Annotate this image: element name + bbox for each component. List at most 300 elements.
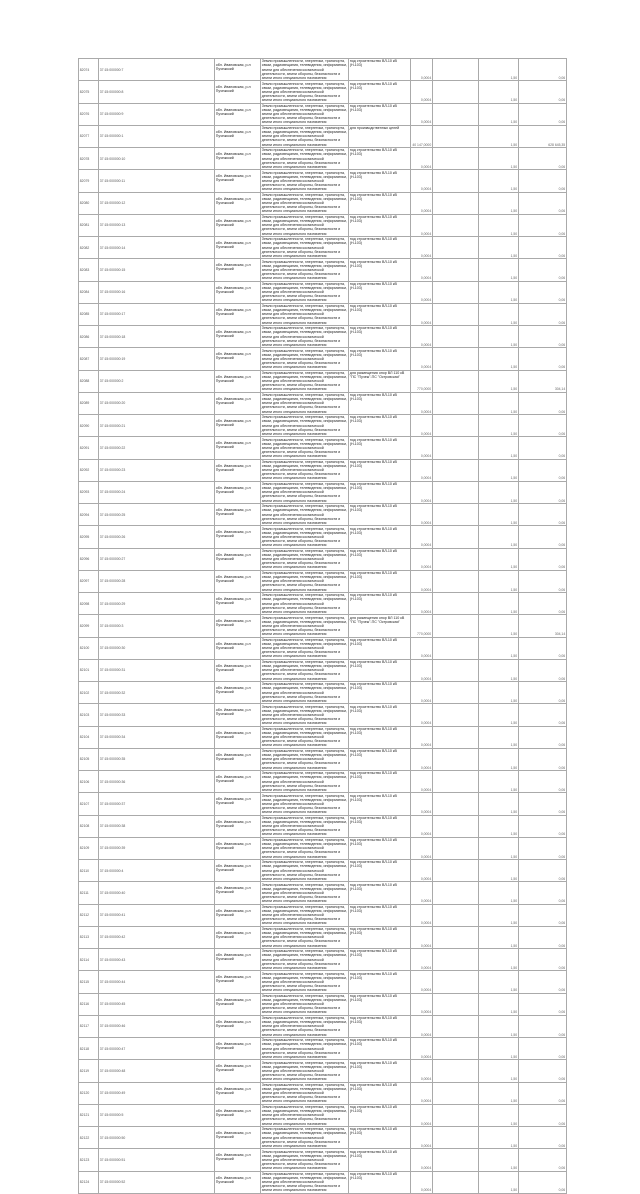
permitted-use-cell: под строительство ВЛ-10 кВ (Н-103) xyxy=(349,348,411,370)
cadastral-number: 37:15:000000:12 xyxy=(99,192,215,214)
permitted-use-cell: под строительство ВЛ-10 кВ (Н-103) xyxy=(349,904,411,926)
empty-cell xyxy=(433,548,479,570)
land-category-cell: Земли промышленности, энергетики, транспорта, связи, радиовещания, телевидения, информатики, земли для обеспечения космической деятельности, земли обороны, безопасности и земли иного специального назначения xyxy=(261,949,348,970)
row-number: 82109 xyxy=(79,837,99,859)
land-category-cell: Земли промышленности, энергетики, транспорта, связи, радиовещания, телевидения, информатики, земли для обеспечения космической деятельности, земли обороны, безопасности и земли иного специального назначения xyxy=(261,904,348,926)
permitted-use-cell: под строительство ВЛ-10 кВ (Н-103) xyxy=(349,993,411,1015)
address-cell: обл. Ивановская, р-н Пучежский xyxy=(215,103,261,125)
sum-cell: 0,06 xyxy=(519,481,567,503)
permitted-use-cell: под строительство ВЛ-10 кВ (Н-103) xyxy=(349,882,411,904)
table-row xyxy=(79,214,567,236)
sum-cell: 0,06 xyxy=(519,1015,567,1037)
empty-cell xyxy=(433,170,479,192)
cadastral-number: 37:15:000000:2 xyxy=(99,370,215,392)
area-cell: 0,0004 xyxy=(411,481,433,503)
sum-cell: 0,06 xyxy=(519,815,567,837)
table-row xyxy=(79,1104,567,1126)
area-cell: 0,0004 xyxy=(411,837,433,859)
sum-cell: 0,06 xyxy=(519,704,567,726)
row-number: 82084 xyxy=(79,281,99,303)
sum-cell: 0,06 xyxy=(519,882,567,904)
permitted-use-cell: под строительство ВЛ-10 кВ (Н-103) xyxy=(349,303,411,325)
row-number: 82076 xyxy=(79,103,99,125)
permitted-use-cell: под строительство ВЛ-10 кВ (Н-103) xyxy=(349,259,411,281)
cadastral-number: 37:15:000000:28 xyxy=(99,570,215,592)
rate-cell: 1,50 xyxy=(479,214,519,236)
permitted-use-cell: под строительство ВЛ-10 кВ (Н-103) xyxy=(349,59,411,81)
rate-cell: 1,50 xyxy=(479,170,519,192)
empty-cell xyxy=(433,370,479,392)
sum-cell: 304,14 xyxy=(519,370,567,392)
empty-cell xyxy=(433,860,479,882)
empty-cell xyxy=(433,125,479,147)
address-cell: обл. Ивановская, р-н Пучежский xyxy=(215,526,261,548)
area-cell: 0,0004 xyxy=(411,1060,433,1082)
table-row xyxy=(79,904,567,926)
land-category-cell: Земли промышленности, энергетики, транспорта, связи, радиовещания, телевидения, информатики, земли для обеспечения космической деятельности, земли обороны, безопасности и земли иного специального назначения xyxy=(261,170,348,192)
rate-cell: 1,50 xyxy=(479,726,519,748)
row-number: 82114 xyxy=(79,949,99,971)
table-row xyxy=(79,570,567,592)
rate-cell: 1,50 xyxy=(479,259,519,281)
table-row xyxy=(79,615,567,637)
rate-cell: 1,50 xyxy=(479,1149,519,1171)
row-number: 82094 xyxy=(79,504,99,526)
area-cell: 0,0004 xyxy=(411,637,433,659)
cadastral-number: 37:15:000000:11 xyxy=(99,170,215,192)
address-cell: обл. Ивановская, р-н Пучежский xyxy=(215,281,261,303)
sum-cell: 0,06 xyxy=(519,771,567,793)
rate-cell: 1,50 xyxy=(479,370,519,392)
rate-cell: 1,50 xyxy=(479,148,519,170)
area-cell: 0,0004 xyxy=(411,348,433,370)
rate-cell: 1,50 xyxy=(479,548,519,570)
empty-cell xyxy=(433,148,479,170)
empty-cell xyxy=(433,593,479,615)
area-cell: 0,0004 xyxy=(411,904,433,926)
empty-cell xyxy=(433,659,479,681)
row-number: 82090 xyxy=(79,415,99,437)
land-category-cell: Земли промышленности, энергетики, транспорта, связи, радиовещания, телевидения, информатики, земли для обеспечения космической деятельности, земли обороны, безопасности и земли иного специального назначения xyxy=(261,504,348,525)
area-cell: 0,0004 xyxy=(411,303,433,325)
empty-cell xyxy=(433,570,479,592)
land-category-cell: Земли промышленности, энергетики, транспорта, связи, радиовещания, телевидения, информатики, земли для обеспечения космической деятельности, земли обороны, безопасности и земли иного специального назначения xyxy=(261,304,348,325)
sum-cell: 0,06 xyxy=(519,726,567,748)
rate-cell: 1,50 xyxy=(479,1060,519,1082)
permitted-use-cell: под строительство ВЛ-10 кВ (Н-103) xyxy=(349,815,411,837)
empty-cell xyxy=(433,348,479,370)
sum-cell: 0,06 xyxy=(519,392,567,414)
table-row xyxy=(79,170,567,192)
rate-cell: 1,50 xyxy=(479,949,519,971)
rate-cell: 1,50 xyxy=(479,303,519,325)
cadastral-number: 37:15:000000:40 xyxy=(99,882,215,904)
empty-cell xyxy=(433,704,479,726)
rate-cell: 1,50 xyxy=(479,593,519,615)
address-cell: обл. Ивановская, р-н Пучежский xyxy=(215,748,261,770)
rate-cell: 1,50 xyxy=(479,615,519,637)
permitted-use-cell: под строительство ВЛ-10 кВ (Н-103) xyxy=(349,1127,411,1149)
table-row xyxy=(79,281,567,303)
cadastral-number: 37:15:000000:30 xyxy=(99,637,215,659)
row-number: 82085 xyxy=(79,303,99,325)
address-cell: обл. Ивановская, р-н Пучежский xyxy=(215,926,261,948)
land-category-cell: Земли промышленности, энергетики, транспорта, связи, радиовещания, телевидения, информатики, земли для обеспечения космической деятельности, земли обороны, безопасности и земли иного специального назначения xyxy=(261,971,348,993)
row-number: 82095 xyxy=(79,526,99,548)
cadastral-number: 37:15:000000:27 xyxy=(99,548,215,570)
permitted-use-cell: под строительство ВЛ-10 кВ (Н-103) xyxy=(349,1015,411,1037)
row-number: 82097 xyxy=(79,570,99,592)
land-category-cell: Земли промышленности, энергетики, транспорта, связи, радиовещания, телевидения, информатики, земли для обеспечения космической деятельности, земли обороны, безопасности и земли иного специального назначения xyxy=(261,682,348,703)
empty-cell xyxy=(433,437,479,459)
table-row xyxy=(79,81,567,103)
empty-cell xyxy=(433,259,479,281)
land-category-cell: Земли промышленности, энергетики, транспорта, связи, радиовещания, телевидения, информатики, земли для обеспечения космической деятельности, земли обороны, безопасности и земли иного специального назначения xyxy=(261,1038,348,1059)
sum-cell: 0,06 xyxy=(519,1127,567,1149)
table-row xyxy=(79,237,567,259)
sum-cell: 0,06 xyxy=(519,926,567,948)
table-row xyxy=(79,726,567,748)
area-cell: 0,0004 xyxy=(411,326,433,348)
rate-cell: 1,50 xyxy=(479,192,519,214)
rate-cell: 1,50 xyxy=(479,682,519,704)
rate-cell: 1,50 xyxy=(479,81,519,103)
area-cell: 0,0004 xyxy=(411,993,433,1015)
row-number: 82092 xyxy=(79,459,99,481)
table-row xyxy=(79,148,567,170)
sum-cell: 0,06 xyxy=(519,1149,567,1171)
land-category-cell: Земли промышленности, энергетики, транспорта, связи, радиовещания, телевидения, информатики, земли для обеспечения космической деятельности, земли обороны, безопасности и земли иного специального назначения xyxy=(261,126,348,147)
cadastral-number: 37:15:000000:26 xyxy=(99,526,215,548)
land-category-cell: Земли промышленности, энергетики, транспорта, связи, радиовещания, телевидения, информатики, земли для обеспечения космической деятельности, земли обороны, безопасности и земли иного специального назначения xyxy=(261,348,348,370)
area-cell: 0,0004 xyxy=(411,214,433,236)
rate-cell: 1,50 xyxy=(479,1038,519,1060)
empty-cell xyxy=(433,837,479,859)
table-row xyxy=(79,926,567,948)
rate-cell: 1,50 xyxy=(479,993,519,1015)
permitted-use-cell: под строительство ВЛ-10 кВ (Н-103) xyxy=(349,926,411,948)
sum-cell: 0,06 xyxy=(519,303,567,325)
land-category-cell: Земли промышленности, энергетики, транспорта, связи, радиовещания, телевидения, информатики, земли для обеспечения космической деятельности, земли обороны, безопасности и земли иного специального назначения xyxy=(261,459,348,481)
empty-cell xyxy=(433,1060,479,1082)
sum-cell: 0,06 xyxy=(519,949,567,971)
address-cell: обл. Ивановская, р-н Пучежский xyxy=(215,949,261,971)
land-category-cell: Земли промышленности, энергетики, транспорта, связи, радиовещания, телевидения, информатики, земли для обеспечения космической деятельности, земли обороны, безопасности и земли иного специального назначения xyxy=(261,482,348,503)
row-number: 82116 xyxy=(79,993,99,1015)
permitted-use-cell: под строительство ВЛ-10 кВ (Н-103) xyxy=(349,1060,411,1082)
sum-cell: 0,06 xyxy=(519,214,567,236)
rate-cell: 1,50 xyxy=(479,1104,519,1126)
cadastral-number: 37:15:000000:49 xyxy=(99,1082,215,1104)
land-category-cell: Земли промышленности, энергетики, транспорта, связи, радиовещания, телевидения, информатики, земли для обеспечения космической деятельности, земли обороны, безопасности и земли иного специального назначения xyxy=(261,793,348,815)
permitted-use-cell: под строительство ВЛ-10 кВ (Н-103) xyxy=(349,1038,411,1060)
row-number: 82103 xyxy=(79,704,99,726)
area-cell: 0,0004 xyxy=(411,815,433,837)
rate-cell: 1,50 xyxy=(479,815,519,837)
empty-cell xyxy=(433,1038,479,1060)
cadastral-number: 37:15:000000:34 xyxy=(99,726,215,748)
row-number: 82105 xyxy=(79,748,99,770)
land-category-cell: Земли промышленности, энергетики, транспорта, связи, радиовещания, телевидения, информатики, земли для обеспечения космической деятельности, земли обороны, безопасности и земли иного специального назначения xyxy=(261,704,348,726)
cadastral-number: 37:15:000000:52 xyxy=(99,1171,215,1193)
table-row xyxy=(79,459,567,481)
address-cell: обл. Ивановская, р-н Пучежский xyxy=(215,837,261,859)
permitted-use-cell: под строительство ВЛ-10 кВ (Н-103) xyxy=(349,704,411,726)
permitted-use-cell: под строительство ВЛ-10 кВ (Н-103) xyxy=(349,481,411,503)
permitted-use-cell: под строительство ВЛ-10 кВ (Н-103) xyxy=(349,837,411,859)
row-number: 82093 xyxy=(79,481,99,503)
area-cell: 0,0004 xyxy=(411,504,433,526)
cadastral-number: 37:15:000000:4 xyxy=(99,860,215,882)
land-category-cell: Земли промышленности, энергетики, транспорта, связи, радиовещания, телевидения, информатики, земли для обеспечения космической деятельности, земли обороны, безопасности и земли иного специального назначения xyxy=(261,393,348,414)
table-row xyxy=(79,593,567,615)
row-number: 82081 xyxy=(79,214,99,236)
permitted-use-cell: под строительство ВЛ-10 кВ (Н-103) xyxy=(349,682,411,704)
area-cell: 0,0004 xyxy=(411,1149,433,1171)
rate-cell: 1,50 xyxy=(479,348,519,370)
row-number: 82096 xyxy=(79,548,99,570)
table-row xyxy=(79,837,567,859)
table-row xyxy=(79,748,567,770)
permitted-use-cell: под строительство ВЛ-10 кВ (Н-103) xyxy=(349,148,411,170)
land-category-cell: Земли промышленности, энергетики, транспорта, связи, радиовещания, телевидения, информатики, земли для обеспечения космической деятельности, земли обороны, безопасности и земли иного специального назначения xyxy=(261,1127,348,1148)
empty-cell xyxy=(433,59,479,81)
permitted-use-cell: под строительство ВЛ-10 кВ (Н-103) xyxy=(349,103,411,125)
land-category-cell: Земли промышленности, энергетики, транспорта, связи, радиовещания, телевидения, информатики, земли для обеспечения космической деятельности, земли обороны, безопасности и земли иного специального назначения xyxy=(261,927,348,948)
row-number: 82117 xyxy=(79,1015,99,1037)
address-cell: обл. Ивановская, р-н Пучежский xyxy=(215,1104,261,1126)
cadastral-number: 37:15:000000:50 xyxy=(99,1127,215,1149)
land-category-cell: Земли промышленности, энергетики, транспорта, связи, радиовещания, телевидения, информатики, земли для обеспечения космической деятельности, земли обороны, безопасности и земли иного специального назначения xyxy=(261,838,348,859)
permitted-use-cell: под строительство ВЛ-10 кВ (Н-103) xyxy=(349,1104,411,1126)
area-cell: 0,0004 xyxy=(411,1015,433,1037)
table-row xyxy=(79,793,567,815)
address-cell: обл. Ивановская, р-н Пучежский xyxy=(215,593,261,615)
address-cell: обл. Ивановская, р-н Пучежский xyxy=(215,370,261,392)
permitted-use-cell: под строительство ВЛ-10 кВ (Н-103) xyxy=(349,637,411,659)
table-row xyxy=(79,949,567,971)
address-cell: обл. Ивановская, р-н Пучежский xyxy=(215,682,261,704)
permitted-use-cell: под строительство ВЛ-10 кВ (Н-103) xyxy=(349,593,411,615)
area-cell: 40 147,0000 xyxy=(411,125,433,147)
empty-cell xyxy=(433,459,479,481)
cadastral-number: 37:15:000000:5 xyxy=(99,1104,215,1126)
cadastral-number: 37:15:000000:37 xyxy=(99,793,215,815)
permitted-use-cell: для производственных целей xyxy=(349,125,411,147)
land-category-cell: Земли промышленности, энергетики, транспорта, связи, радиовещания, телевидения, информатики, земли для обеспечения космической деятельности, земли обороны, безопасности и земли иного специального назначения xyxy=(261,415,348,436)
row-number: 82100 xyxy=(79,637,99,659)
row-number: 82077 xyxy=(79,125,99,147)
rate-cell: 1,50 xyxy=(479,659,519,681)
permitted-use-cell: под строительство ВЛ-10 кВ (Н-103) xyxy=(349,971,411,993)
area-cell: 0,0004 xyxy=(411,237,433,259)
empty-cell xyxy=(433,1082,479,1104)
row-number: 82121 xyxy=(79,1104,99,1126)
row-number: 82098 xyxy=(79,593,99,615)
land-category-cell: Земли промышленности, энергетики, транспорта, связи, радиовещания, телевидения, информатики, земли для обеспечения космической деятельности, земли обороны, безопасности и земли иного специального назначения xyxy=(261,59,348,80)
sum-cell: 628 645,35 xyxy=(519,125,567,147)
sum-cell: 0,06 xyxy=(519,860,567,882)
table-row xyxy=(79,637,567,659)
land-plots-table xyxy=(78,58,567,1194)
sum-cell: 0,06 xyxy=(519,971,567,993)
area-cell: 0,0004 xyxy=(411,148,433,170)
area-cell: 0,0004 xyxy=(411,415,433,437)
rate-cell: 1,50 xyxy=(479,1127,519,1149)
empty-cell xyxy=(433,303,479,325)
sum-cell: 0,06 xyxy=(519,637,567,659)
land-category-cell: Земли промышленности, энергетики, транспорта, связи, радиовещания, телевидения, информатики, земли для обеспечения космической деятельности, земли обороны, безопасности и земли иного специального назначения xyxy=(261,437,348,459)
rate-cell: 1,50 xyxy=(479,860,519,882)
cadastral-number: 37:15:000000:16 xyxy=(99,281,215,303)
empty-cell xyxy=(433,615,479,637)
address-cell: обл. Ивановская, р-н Пучежский xyxy=(215,1082,261,1104)
area-cell: 0,0004 xyxy=(411,1082,433,1104)
address-cell: обл. Ивановская, р-н Пучежский xyxy=(215,170,261,192)
land-category-cell: Земли промышленности, энергетики, транспорта, связи, радиовещания, телевидения, информатики, земли для обеспечения космической деятельности, земли обороны, безопасности и земли иного специального назначения xyxy=(261,726,348,748)
land-category-cell: Земли промышленности, энергетики, транспорта, связи, радиовещания, телевидения, информатики, земли для обеспечения космической деятельности, земли обороны, безопасности и земли иного специального назначения xyxy=(261,148,348,169)
empty-cell xyxy=(433,748,479,770)
address-cell: обл. Ивановская, р-н Пучежский xyxy=(215,971,261,993)
rate-cell: 1,50 xyxy=(479,459,519,481)
row-number: 82123 xyxy=(79,1149,99,1171)
permitted-use-cell: под строительство ВЛ-10 кВ (Н-103) xyxy=(349,1082,411,1104)
rate-cell: 1,50 xyxy=(479,437,519,459)
area-cell: 0,0004 xyxy=(411,1127,433,1149)
empty-cell xyxy=(433,481,479,503)
permitted-use-cell: под строительство ВЛ-10 кВ (Н-103) xyxy=(349,949,411,971)
permitted-use-cell: под строительство ВЛ-10 кВ (Н-103) xyxy=(349,281,411,303)
cadastral-number: 37:15:000000:51 xyxy=(99,1149,215,1171)
address-cell: обл. Ивановская, р-н Пучежский xyxy=(215,570,261,592)
permitted-use-cell: под строительство ВЛ-10 кВ (Н-103) xyxy=(349,415,411,437)
sum-cell: 0,06 xyxy=(519,59,567,81)
empty-cell xyxy=(433,904,479,926)
sum-cell: 0,06 xyxy=(519,1038,567,1060)
address-cell: обл. Ивановская, р-н Пучежский xyxy=(215,659,261,681)
area-cell: 0,0004 xyxy=(411,392,433,414)
address-cell: обл. Ивановская, р-н Пучежский xyxy=(215,993,261,1015)
row-number: 82122 xyxy=(79,1127,99,1149)
rate-cell: 1,50 xyxy=(479,281,519,303)
sum-cell: 0,06 xyxy=(519,548,567,570)
row-number: 82113 xyxy=(79,926,99,948)
row-number: 82111 xyxy=(79,882,99,904)
permitted-use-cell: под строительство ВЛ-10 кВ (Н-103) xyxy=(349,392,411,414)
cadastral-number: 37:15:000000:19 xyxy=(99,348,215,370)
sum-cell: 0,06 xyxy=(519,904,567,926)
empty-cell xyxy=(433,1104,479,1126)
rate-cell: 1,50 xyxy=(479,1171,519,1193)
area-cell: 0,0004 xyxy=(411,1171,433,1193)
row-number: 82120 xyxy=(79,1082,99,1104)
table-row xyxy=(79,1038,567,1060)
address-cell: обл. Ивановская, р-н Пучежский xyxy=(215,259,261,281)
cadastral-number: 37:15:000000:14 xyxy=(99,237,215,259)
empty-cell xyxy=(433,214,479,236)
table-row xyxy=(79,504,567,526)
empty-cell xyxy=(433,326,479,348)
area-cell: 0,0004 xyxy=(411,771,433,793)
land-category-cell: Земли промышленности, энергетики, транспорта, связи, радиовещания, телевидения, информатики, земли для обеспечения космической деятельности, земли обороны, безопасности и земли иного специального назначения xyxy=(261,1082,348,1104)
row-number: 82091 xyxy=(79,437,99,459)
rate-cell: 1,50 xyxy=(479,326,519,348)
address-cell: обл. Ивановская, р-н Пучежский xyxy=(215,726,261,748)
area-cell: 0,0004 xyxy=(411,949,433,971)
sum-cell: 0,06 xyxy=(519,659,567,681)
area-cell: 770,0000 xyxy=(411,615,433,637)
sum-cell: 0,06 xyxy=(519,148,567,170)
address-cell: обл. Ивановская, р-н Пучежский xyxy=(215,860,261,882)
empty-cell xyxy=(433,949,479,971)
rate-cell: 1,50 xyxy=(479,748,519,770)
table-body xyxy=(79,59,567,1194)
area-cell: 0,0004 xyxy=(411,1038,433,1060)
empty-cell xyxy=(433,926,479,948)
row-number: 82079 xyxy=(79,170,99,192)
land-category-cell: Земли промышленности, энергетики, транспорта, связи, радиовещания, телевидения, информатики, земли для обеспечения космической деятельности, земли обороны, безопасности и земли иного специального назначения xyxy=(261,860,348,881)
land-category-cell: Земли промышленности, энергетики, транспорта, связи, радиовещания, телевидения, информатики, земли для обеспечения космической деятельности, земли обороны, безопасности и земли иного специального назначения xyxy=(261,1171,348,1193)
cadastral-number: 37:15:000000:9 xyxy=(99,103,215,125)
land-category-cell: Земли промышленности, энергетики, транспорта, связи, радиовещания, телевидения, информатики, земли для обеспечения космической деятельности, земли обороны, безопасности и земли иного специального назначения xyxy=(261,993,348,1015)
address-cell: обл. Ивановская, р-н Пучежский xyxy=(215,125,261,147)
sum-cell: 0,06 xyxy=(519,170,567,192)
area-cell: 0,0004 xyxy=(411,971,433,993)
table-row xyxy=(79,392,567,414)
cadastral-number: 37:15:000000:45 xyxy=(99,993,215,1015)
cadastral-number: 37:15:000000:44 xyxy=(99,971,215,993)
land-category-cell: Земли промышленности, энергетики, транспорта, связи, радиовещания, телевидения, информатики, земли для обеспечения космической деятельности, земли обороны, безопасности и земли иного специального назначения xyxy=(261,1149,348,1171)
address-cell: обл. Ивановская, р-н Пучежский xyxy=(215,704,261,726)
rate-cell: 1,50 xyxy=(479,704,519,726)
table-row xyxy=(79,659,567,681)
permitted-use-cell: под строительство ВЛ-10 кВ (Н-103) xyxy=(349,237,411,259)
row-number: 82078 xyxy=(79,148,99,170)
row-number: 82089 xyxy=(79,392,99,414)
rate-cell: 1,50 xyxy=(479,1015,519,1037)
address-cell: обл. Ивановская, р-н Пучежский xyxy=(215,1015,261,1037)
row-number: 82118 xyxy=(79,1038,99,1060)
table-row xyxy=(79,860,567,882)
permitted-use-cell: под строительство ВЛ-10 кВ (Н-103) xyxy=(349,1171,411,1193)
permitted-use-cell: под строительство ВЛ-10 кВ (Н-103) xyxy=(349,771,411,793)
address-cell: обл. Ивановская, р-н Пучежский xyxy=(215,326,261,348)
row-number: 82107 xyxy=(79,793,99,815)
sum-cell: 0,06 xyxy=(519,570,567,592)
sum-cell: 0,06 xyxy=(519,415,567,437)
sum-cell: 0,06 xyxy=(519,793,567,815)
permitted-use-cell: под строительство ВЛ-10 кВ (Н-103) xyxy=(349,726,411,748)
address-cell: обл. Ивановская, р-н Пучежский xyxy=(215,192,261,214)
sum-cell: 0,06 xyxy=(519,192,567,214)
permitted-use-cell: под строительство ВЛ-10 кВ (Н-103) xyxy=(349,437,411,459)
address-cell: обл. Ивановская, р-н Пучежский xyxy=(215,1127,261,1149)
permitted-use-cell: под строительство ВЛ-10 кВ (Н-103) xyxy=(349,1149,411,1171)
row-number: 82104 xyxy=(79,726,99,748)
empty-cell xyxy=(433,1127,479,1149)
cadastral-number: 37:15:000000:3 xyxy=(99,615,215,637)
table-row xyxy=(79,259,567,281)
table-row xyxy=(79,1082,567,1104)
land-category-cell: Земли промышленности, энергетики, транспорта, связи, радиовещания, телевидения, информатики, земли для обеспечения космической деятельности, земли обороны, безопасности и земли иного специального назначения xyxy=(261,548,348,570)
area-cell: 0,0004 xyxy=(411,593,433,615)
sum-cell: 0,06 xyxy=(519,459,567,481)
area-cell: 0,0004 xyxy=(411,748,433,770)
sum-cell: 0,06 xyxy=(519,437,567,459)
cadastral-number: 37:15:000000:36 xyxy=(99,771,215,793)
row-number: 82115 xyxy=(79,971,99,993)
rate-cell: 1,50 xyxy=(479,392,519,414)
